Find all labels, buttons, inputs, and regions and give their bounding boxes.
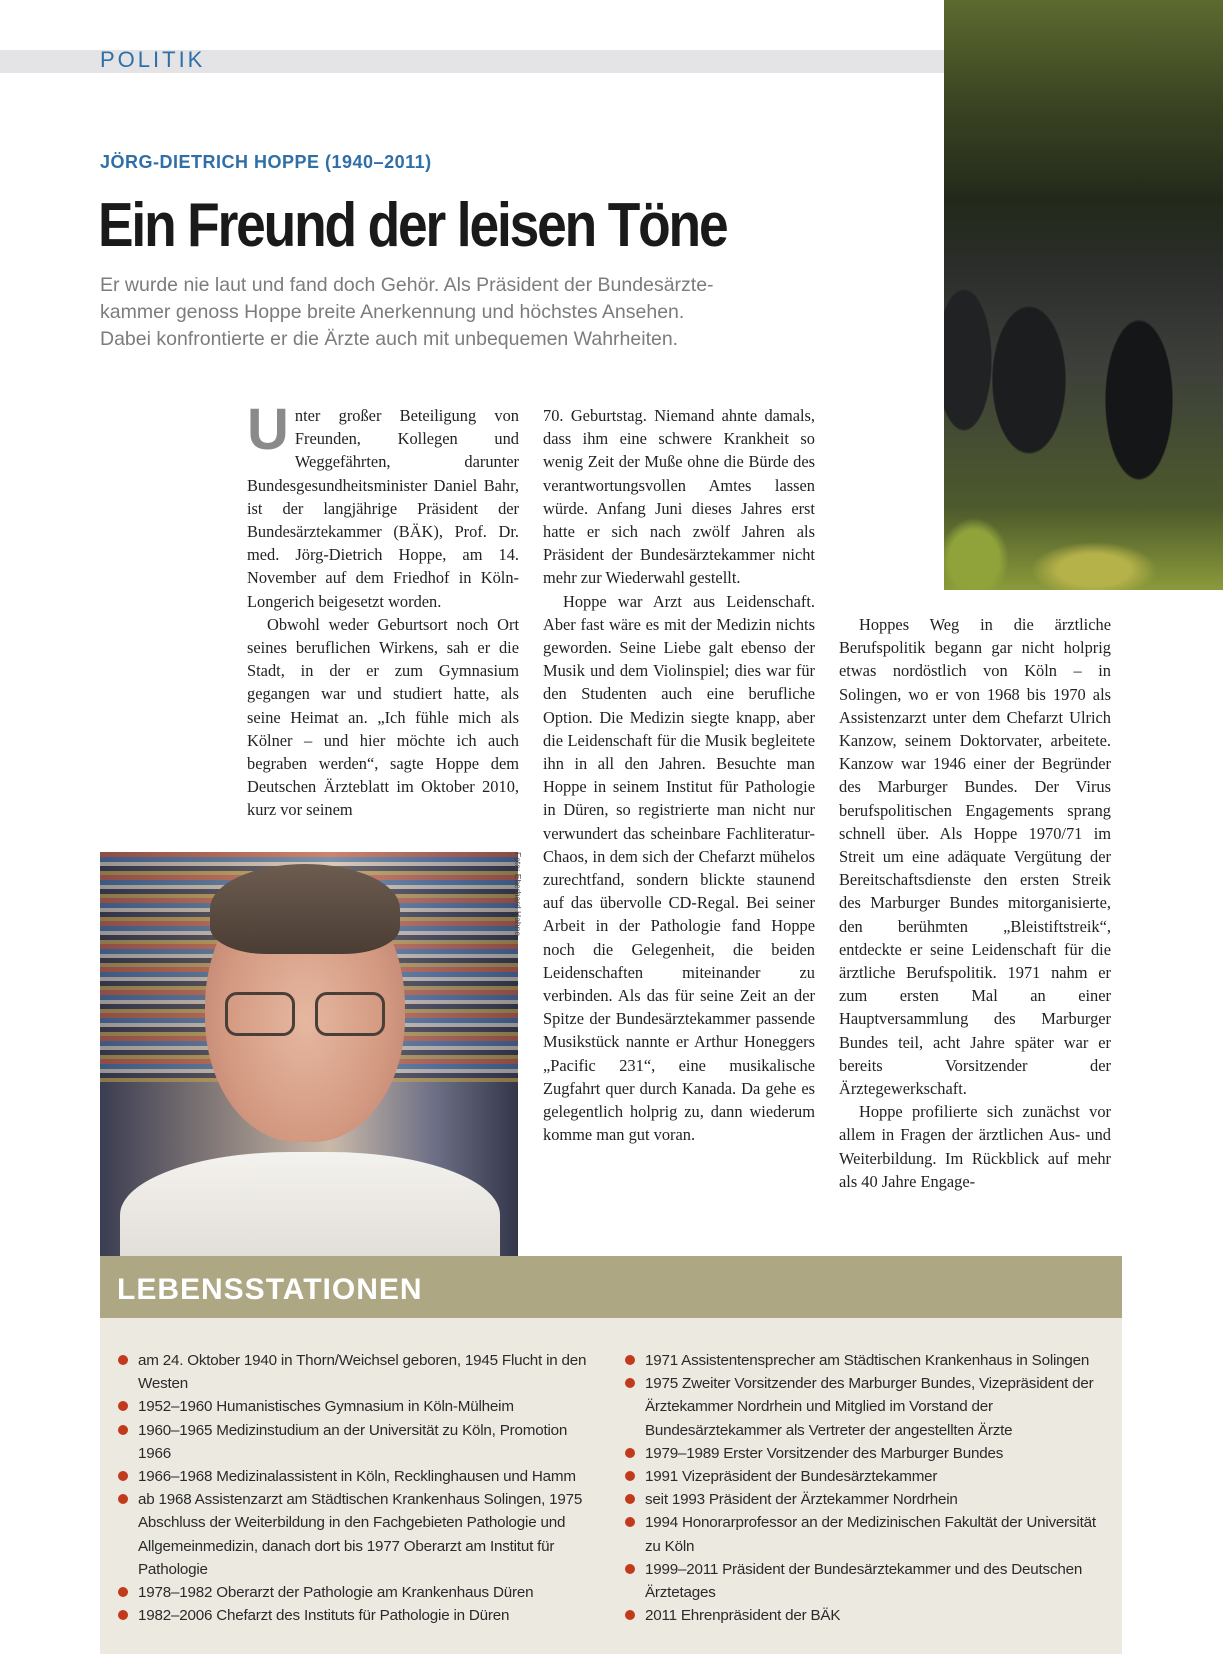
article-column-3 [839, 613, 1111, 1193]
portrait-shirt [120, 1152, 500, 1257]
portrait-hair [210, 864, 400, 954]
section-label: POLITIK [100, 47, 206, 72]
timeline-item: 1991 Vizepräsident der Bundesärztekammer [625, 1465, 1115, 1488]
article-paragraph: Unter großer Beteiligung von Freunden, Kollegen und Weggefährten, darunter Bundesgesundheitsminister Daniel Bahr, ist der langjährige Präsident der Bundesärztekammer (BÄK), Prof. Dr. med. Jörg-Dietrich Hoppe, am 14. November auf dem Friedhof in Köln-Longerich beigesetzt worden. [247, 397, 519, 611]
timeline-item: 1966–1968 Medizinalassistent in Köln, Recklinghausen und Hamm [118, 1465, 598, 1488]
timeline-item: 2011 Ehrenpräsident der BÄK [625, 1604, 1115, 1627]
article-column-2 [543, 404, 815, 1147]
timeline-item: seit 1993 Präsident der Ärztekammer Nordrhein [625, 1488, 1115, 1511]
article-kicker: JÖRG-DIETRICH HOPPE (1940–2011) [100, 152, 432, 172]
portrait-photo [100, 852, 518, 1257]
dropcap: U [247, 397, 289, 462]
funeral-photo [944, 0, 1223, 590]
deck-line: kammer genoss Hoppe breite Anerkennung und höchstes Ansehen. [100, 301, 685, 323]
timeline-item: am 24. Oktober 1940 in Thorn/Weichsel geboren, 1945 Flucht in den Westen [118, 1349, 598, 1395]
article-headline: Ein Freund der leisen Töne [98, 191, 727, 260]
photo-credit: Foto: Eberhard Hahne [513, 852, 523, 937]
article-paragraph: 70. Geburtstag. Niemand ahnte damals, dass ihm eine schwere Krankheit so wenig Zeit der Muße ohne die Bürde des verantwortungsvollen Amtes lassen würde. Anfang Juni dieses Jahres erst hatte er sich nach zwölf Jahren als Präsident der Bundesärztekammer nicht mehr zur Wiederwahl gestellt. [543, 406, 815, 588]
article-paragraph: Hoppe war Arzt aus Leidenschaft. Aber fast wäre es mit der Medizin nichts geworden. Seine Liebe galt ebenso der Musik und dem Violinspiel; dies war für den Studenten auch eine berufliche Option. Die Medizin siegte knapp, aber die Leidenschaft für die Musik begleitete ihn in all den Jahren. Besuchte man Hoppe in seinem Institut für Pathologie in Düren, so registrierte man nicht nur verwundert das scheinbare Fachliteratur-Chaos, in dem sich der Chefarzt mühelos zurechtfand, sondern blickte staunend auf das übervolle CD-Regal. Bei seiner Arbeit in der Pathologie fand Hoppe noch die Gelegenheit, die beiden Leidenschaften miteinander zu verbinden. Als das für seine Zeit an der Spitze der Bundesärztekammer passende Musikstück nannte er Arthur Honeggers „Pacific 231“, eine musikalische Zugfahrt quer durch Kanada. Da gehe es gelegentlich holprig zu, dann wiederum komme man gut voran. [543, 591, 815, 1145]
timeline-item: 1975 Zweiter Vorsitzender des Marburger Bundes, Vizepräsident der Ärztekammer Nordrhein und Mitglied im Vorstand der Bundesärztekammer als Vertreter der angestellten Ärzte [625, 1372, 1115, 1442]
timeline-item: 1999–2011 Präsident der Bundesärztekammer und des Deutschen Ärztetages [625, 1558, 1115, 1604]
timeline-title: LEBENSSTATIONEN [117, 1273, 423, 1306]
timeline-item: 1982–2006 Chefarzt des Instituts für Pathologie in Düren [118, 1604, 598, 1627]
article-column-1 [247, 397, 519, 822]
article-deck [100, 272, 860, 353]
timeline-item: 1978–1982 Oberarzt der Pathologie am Krankenhaus Düren [118, 1581, 598, 1604]
timeline-item: 1994 Honorarprofessor an der Medizinischen Fakultät der Universität zu Köln [625, 1511, 1115, 1557]
timeline-item: 1971 Assistentensprecher am Städtischen Krankenhaus in Solingen [625, 1349, 1115, 1372]
deck-line: Er wurde nie laut und fand doch Gehör. Als Präsident der Bundesärzte- [100, 274, 714, 296]
timeline-item: ab 1968 Assistenzarzt am Städtischen Krankenhaus Solingen, 1975 Abschluss der Weiterbildung in den Fachgebieten Pathologie und Allgemeinmedizin, danach dort bis 1977 Oberarzt am Institut für Pathologie [118, 1488, 598, 1581]
timeline-list-left [118, 1349, 598, 1627]
article-paragraph: Hoppes Weg in die ärztliche Berufspolitik begann gar nicht holprig etwas nordöstlich von Köln – in Solingen, wo er von 1968 bis 1970 als Assistenzarzt unter dem Chefarzt Ulrich Kanzow, seinem Doktorvater, arbeitete. Kanzow war 1946 einer der Begründer des Marburger Bundes. Der Virus berufspolitischen Engagements sprang schnell über. Als Hoppe 1970/71 im Streit um eine adäquate Vergütung der Bereitschaftsdienste den ersten Streik des Marburger Bundes mitorganisierte, den berühmten „Bleistiftstreik“, entdeckte er seine Leidenschaft für die ärztliche Berufspolitik. 1971 nahm er zum ersten Mal an einer Hauptversammlung des Marburger Bundes teil, acht Jahre später war er bereits Vorsitzender der Ärztegewerkschaft. [839, 615, 1111, 1099]
article-paragraph: Obwohl weder Geburtsort noch Ort seines beruflichen Wirkens, sah er die Stadt, in der er zum Gymnasium gegangen war und studiert hatte, als seine Heimat an. „Ich fühle mich als Kölner – und hier möchte ich auch begraben werden“, sagte Hoppe dem Deutschen Ärzteblatt im Oktober 2010, kurz vor seinem [247, 614, 519, 820]
glasses-icon [225, 992, 385, 1032]
timeline-item: 1952–1960 Humanistisches Gymnasium in Köln-Mülheim [118, 1395, 598, 1418]
timeline-item: 1960–1965 Medizinstudium an der Universität zu Köln, Promotion 1966 [118, 1419, 598, 1465]
deck-line: Dabei konfrontierte er die Ärzte auch mit unbequemen Wahrheiten. [100, 328, 679, 350]
timeline-list-right [625, 1349, 1115, 1627]
article-paragraph: Hoppe profilierte sich zunächst vor allem in Fragen der ärztlichen Aus- und Weiterbildung. Im Rückblick auf mehr als 40 Jahre Engage- [839, 1102, 1111, 1191]
timeline-item: 1979–1989 Erster Vorsitzender des Marburger Bundes [625, 1442, 1115, 1465]
